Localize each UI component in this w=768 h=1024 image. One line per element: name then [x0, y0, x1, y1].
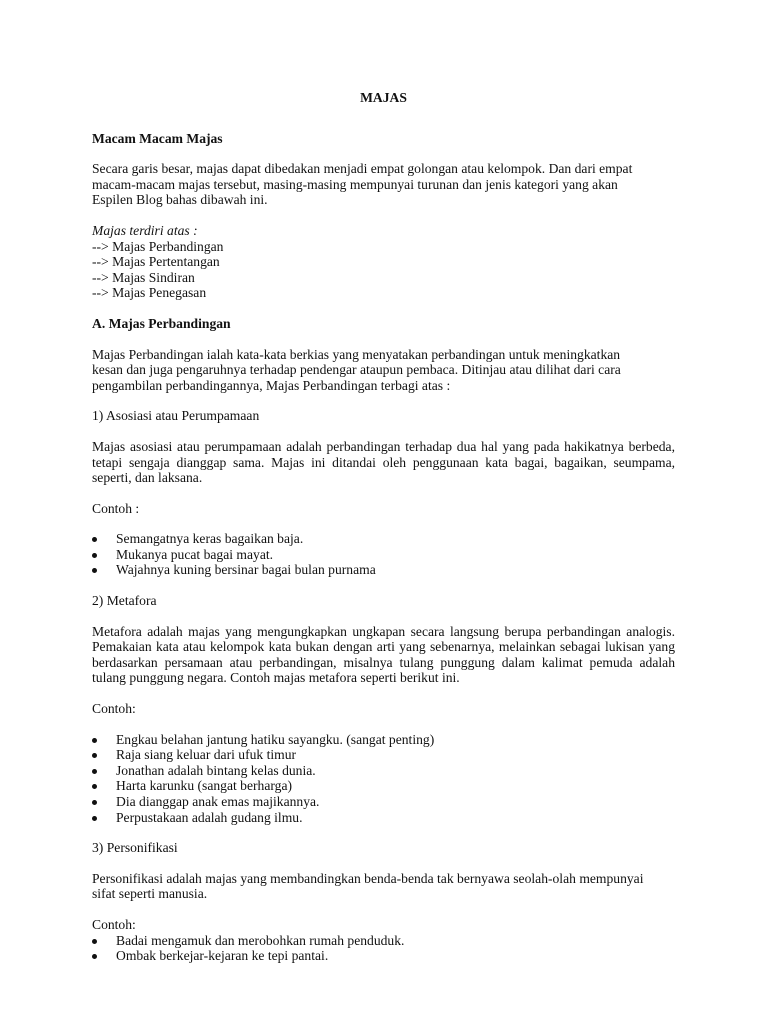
list-item	[92, 778, 675, 794]
personifikasi-line: sifat seperti manusia.	[92, 886, 208, 902]
list-item-text: Raja siang keluar dari ufuk timur	[116, 747, 297, 763]
perbandingan-line: Majas Perbandingan ialah kata-kata berkias yang menyatakan perbandingan untuk meningkatkan	[92, 346, 621, 362]
bullet-icon	[92, 939, 97, 944]
list-item	[92, 948, 675, 964]
heading-macam-majas: Macam Macam Majas	[92, 130, 223, 146]
majas-list-item: --> Majas Sindiran	[92, 269, 195, 285]
metafora-contoh-label: Contoh:	[92, 701, 136, 717]
majas-list-item: --> Majas Perbandingan	[92, 238, 224, 254]
perbandingan-line: pengambilan perbandingannya, Majas Perbandingan terbagi atas :	[92, 377, 451, 393]
bullet-icon	[92, 784, 97, 789]
list-item-text: Dia dianggap anak emas majikannya.	[116, 794, 320, 809]
metafora-examples-list	[92, 732, 675, 826]
subsection-asosiasi-title: 1) Asosiasi atau Perumpamaan	[92, 408, 260, 424]
bullet-icon	[92, 800, 97, 805]
list-item-text: Semangatnya keras bagaikan baja.	[116, 531, 304, 547]
subsection-metafora-title: 2) Metafora	[92, 593, 157, 609]
intro-line: Secara garis besar, majas dapat dibedakan menjadi empat golongan atau kelompok. Dan dari empat	[92, 161, 633, 177]
list-item-text: Engkau belahan jantung hatiku sayangku. (sangat penting)	[116, 731, 435, 747]
bullet-icon	[92, 816, 97, 821]
personifikasi-examples-list	[92, 933, 675, 964]
list-item	[92, 747, 675, 763]
list-item	[92, 810, 675, 826]
metafora-paragraph: Metafora adalah majas yang mengungkapkan ungkapan secara langsung berupa perbandingan analogis. Pemakaian kata atau kelompok kata bukan dengan arti yang sebenarnya, melainkan sebagai lukisan yang berdasarkan persamaan atau perbandingan, misalnya tulang punggung dalam kalimat pemuda adalah tulang punggung negara. Contoh majas metafora seperti berikut ini.	[92, 623, 675, 686]
asosiasi-examples-list	[92, 531, 675, 578]
personifikasi-contoh-label: Contoh:	[92, 916, 136, 932]
list-item-text: Mukanya pucat bagai mayat.	[116, 546, 274, 562]
perbandingan-line: kesan dan juga pengaruhnya terhadap pendengar ataupun pembaca. Ditinjau atau dilihat dari cara	[92, 362, 621, 378]
bullet-icon	[92, 753, 97, 758]
bullet-icon	[92, 568, 97, 573]
bullet-icon	[92, 553, 97, 558]
personifikasi-line: Personifikasi adalah majas yang membandingkan benda-benda tak bernyawa seolah-olah mempunyai	[92, 870, 644, 886]
asosiasi-paragraph: Majas asosiasi atau perumpamaan adalah perbandingan terhadap dua hal yang pada hakikatnya berbeda, tetapi sengaja dianggap sama. Majas ini ditandai oleh penggunaan kata bagai, bagaikan, seumpama, seperti, dan laksana.	[92, 438, 675, 486]
asosiasi-contoh-label: Contoh :	[92, 500, 140, 516]
list-item	[92, 531, 675, 547]
bullet-icon	[92, 738, 97, 743]
list-item	[92, 547, 675, 563]
list-item-text: Harta karunku (sangat berharga)	[116, 778, 293, 794]
list-item-text: Jonathan adalah bintang kelas dunia.	[116, 762, 316, 778]
document-title: MAJAS	[360, 90, 407, 105]
list-item-text: Wajahnya kuning bersinar bagai bulan purnama	[116, 562, 376, 578]
bullet-icon	[92, 769, 97, 774]
list-item	[92, 933, 675, 949]
majas-list-label: Majas terdiri atas :	[92, 222, 198, 238]
list-item-text: Badai mengamuk dan merobohkan rumah penduduk.	[116, 932, 405, 948]
majas-list-item: --> Majas Penegasan	[92, 285, 207, 301]
bullet-icon	[92, 537, 97, 542]
list-item	[92, 794, 675, 810]
document-page	[92, 90, 675, 979]
heading-majas-perbandingan: A. Majas Perbandingan	[92, 315, 231, 331]
list-item	[92, 732, 675, 748]
list-item-text: Ombak berkejar-kejaran ke tepi pantai.	[116, 948, 329, 964]
intro-line: macam-macam majas tersebut, masing-masing mempunyai turunan dan jenis kategori yang akan	[92, 176, 618, 192]
list-item-text: Perpustakaan adalah gudang ilmu.	[116, 809, 303, 825]
intro-line: Espilen Blog bahas dibawah ini.	[92, 192, 268, 208]
subsection-personifikasi-title: 3) Personifikasi	[92, 840, 178, 856]
bullet-icon	[92, 954, 97, 959]
list-item	[92, 763, 675, 779]
list-item	[92, 562, 675, 578]
majas-list-item: --> Majas Pertentangan	[92, 254, 220, 270]
